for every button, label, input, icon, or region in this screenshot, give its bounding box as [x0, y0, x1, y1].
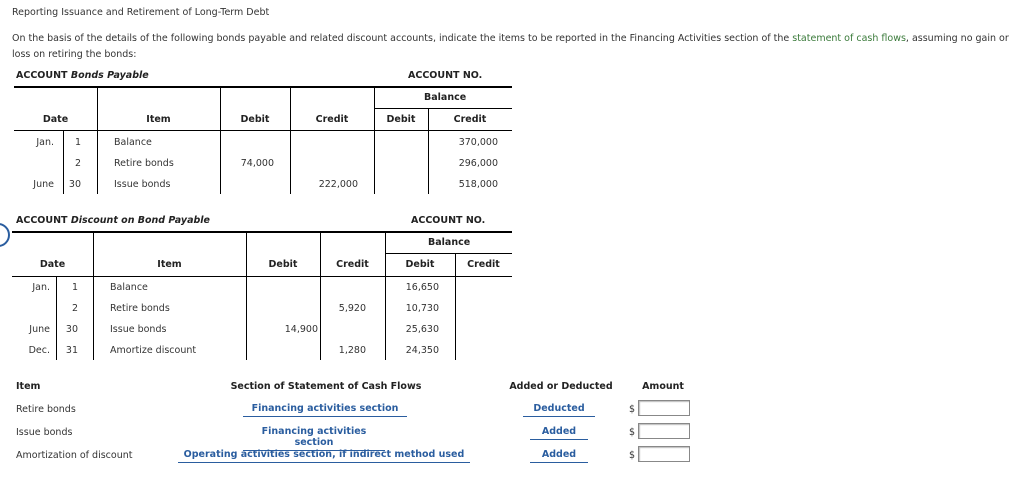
added-deducted-dropdown[interactable]: Deducted — [523, 403, 595, 417]
bp-item-header: Item — [146, 114, 171, 125]
discount-account-title: ACCOUNT Discount on Bond Payable — [16, 215, 210, 226]
dollar-sign: $ — [629, 450, 636, 461]
added-deducted-dropdown[interactable]: Added — [530, 449, 588, 463]
section-dropdown[interactable]: Financing activities section — [243, 403, 407, 417]
bp-credit-header: Credit — [315, 114, 349, 125]
section-dropdown[interactable]: Financing activities section — [243, 426, 385, 451]
bp-balance-credit-header: Credit — [453, 114, 487, 125]
page-title: Reporting Issuance and Retirement of Long-Term Debt — [12, 7, 270, 18]
answer-amount-header: Amount — [642, 381, 684, 392]
amount-input[interactable] — [638, 423, 690, 439]
side-circle-icon — [0, 223, 10, 247]
answer-item-header: Item — [16, 381, 41, 392]
disc-balance-header: Balance — [428, 237, 471, 248]
answer-added-header: Added or Deducted — [509, 381, 613, 392]
bp-balance-debit-header: Debit — [386, 114, 416, 125]
bp-date-header: Date — [42, 114, 69, 125]
bp-balance-header: Balance — [424, 92, 467, 103]
disc-credit-header: Credit — [336, 259, 369, 270]
bonds-payable-account-no: ACCOUNT NO. — [408, 70, 483, 81]
bp-debit-header: Debit — [240, 114, 270, 125]
section-dropdown[interactable]: Operating activities section, if indirect method used — [178, 449, 470, 463]
discount-account-no: ACCOUNT NO. — [411, 215, 486, 226]
disc-balance-debit-header: Debit — [405, 259, 435, 270]
answer-section-header: Section of Statement of Cash Flows — [230, 381, 422, 392]
bonds-payable-account-title: ACCOUNT Bonds Payable — [16, 70, 149, 81]
amount-input[interactable] — [638, 446, 690, 462]
answer-item-label: Amortization of discount — [16, 450, 133, 461]
amount-input[interactable] — [638, 400, 690, 416]
disc-item-header: Item — [157, 259, 182, 270]
instructions: On the basis of the details of the following bonds payable and related discount accounts, indicate the items to be reported in the Financing Activities section of the statement of cash flows, assuming no gain or loss on retiring the bonds: — [12, 33, 1009, 60]
dollar-sign: $ — [629, 404, 636, 415]
statement-of-cash-flows-link[interactable]: statement of cash flows — [792, 33, 906, 44]
added-deducted-dropdown[interactable]: Added — [530, 426, 588, 440]
dollar-sign: $ — [629, 427, 636, 438]
answer-item-label: Issue bonds — [16, 427, 73, 438]
answer-item-label: Retire bonds — [16, 404, 76, 415]
disc-debit-header: Debit — [268, 259, 298, 270]
disc-date-header: Date — [39, 259, 66, 270]
disc-balance-credit-header: Credit — [467, 259, 500, 270]
